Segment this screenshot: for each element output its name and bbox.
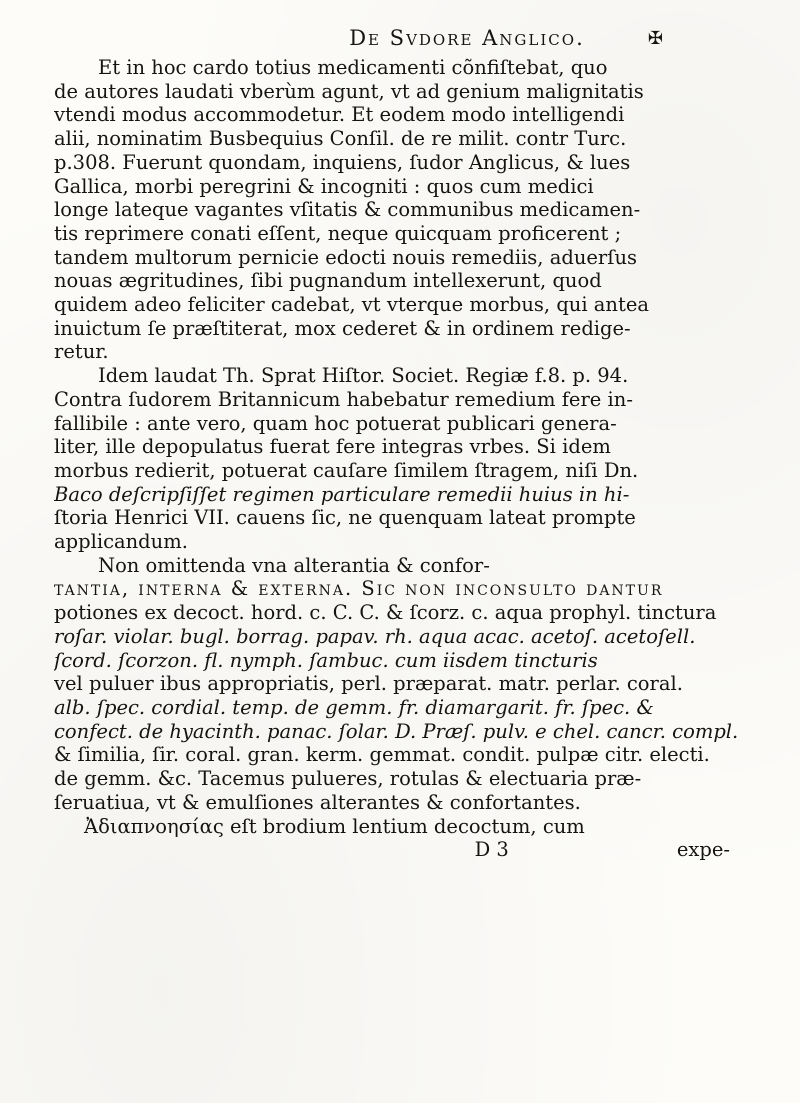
text-line: ſcord. ſcorzon. fl. nymph. ſambuc. cum iisdem tincturis (54, 648, 598, 672)
signature-mark: D 3 (474, 838, 509, 862)
running-head-title: De Svdore Anglico. (349, 26, 585, 50)
text-line: Non omittenda vna alterantia & confor- (98, 553, 490, 577)
text-line: Et in hoc cardo totius medicamenti cõnfiſtebat, quo (98, 56, 608, 79)
text-line: de gemm. &c. Tacemus pulueres, rotulas & electuaria præ- (54, 767, 642, 791)
text-line: p.308. Fuerunt quondam, inquiens, ſudor Anglicus, & lues (54, 150, 631, 174)
text-line: applicandum. (54, 530, 188, 554)
text-line: morbus redierit, potuerat cauſare ſimilem ſtragem, niſi Dn. (54, 458, 639, 482)
text-line: tis reprimere conati eſſent, neque quicquam proficerent ; (54, 221, 622, 245)
running-head (54, 26, 770, 56)
text-line: roſar. violar. bugl. borrag. papav. rh. aqua acac. acetoſ. acetoſell. (54, 624, 696, 648)
page-footer (54, 838, 770, 862)
text-line: retur. (54, 340, 109, 364)
text-line: potiones ex decoct. hord. c. C. C. & ſcorz. c. aqua prophyl. tinctura (54, 601, 717, 625)
text-line: Idem laudat Th. Sprat Hiſtor. Societ. Regiæ f.8. p. 94. (98, 364, 629, 388)
ornament-icon: ✠ (647, 28, 664, 49)
text-line: longe lateque vagantes vſitatis & communibus medicamen- (54, 198, 641, 222)
text-line: tandem multorum pernicie edocti nouis remediis, aduerſus (54, 245, 638, 269)
text-line: confect. de hyacinth. panac. ſolar. D. Præſ. pulv. e chel. cancr. compl. (54, 719, 739, 743)
text-line: ſeruatiua, vt & emulſiones alterantes & confortantes. (54, 790, 581, 814)
text-line: fallibile : ante vero, quam hoc potuerat publicari genera- (54, 411, 617, 435)
body-text (54, 56, 770, 838)
text-line: vel puluer ibus appropriatis, perl. præparat. matr. perlar. coral. (54, 672, 683, 696)
text-line: nouas ægritudines, ſibi pugnandum intellexerunt, quod (54, 269, 602, 293)
text-line: liter, ille depopulatus fuerat fere integras vrbes. Si idem (54, 435, 611, 459)
text-line: de autores laudati vberùm agunt, vt ad genium malignitatis (54, 79, 644, 103)
catchword: expe- (676, 838, 730, 862)
text-line: quidem adeo feliciter cadebat, vt vterque morbus, qui antea (54, 293, 649, 317)
text-line: Baco deſcripſiſſet regimen particulare remedii huius in hi- (54, 482, 630, 506)
text-line: alb. ſpec. cordial. temp. de gemm. fr. diamargarit. fr. ſpec. & (54, 695, 654, 719)
text-line: & ſimilia, ſir. coral. gran. kerm. gemmat. condit. pulpæ citr. electi. (54, 743, 710, 767)
text-line: vtendi modus accommodetur. Et eodem modo intelligendi (54, 103, 625, 127)
text-line: inuictum ſe præſtiterat, mox cederet & in ordinem redige- (54, 316, 631, 340)
text-line: Ἀδιαπνοησίας eſt brodium lentium decoctum, cum (84, 814, 585, 838)
text-line: Gallica, morbi peregrini & incogniti : quos cum medici (54, 174, 594, 198)
text-line: Contra ſudorem Britannicum habebatur remedium fere in- (54, 387, 633, 411)
text-line: alii, nominatim Busbequius Conſil. de re milit. contr Turc. (54, 127, 627, 151)
text-line: ſtoria Henrici VII. cauens ſic, ne quenquam lateat prompte (54, 506, 636, 530)
text-line: tantia, interna & externa. Sic non inconſulto dantur (54, 577, 664, 601)
